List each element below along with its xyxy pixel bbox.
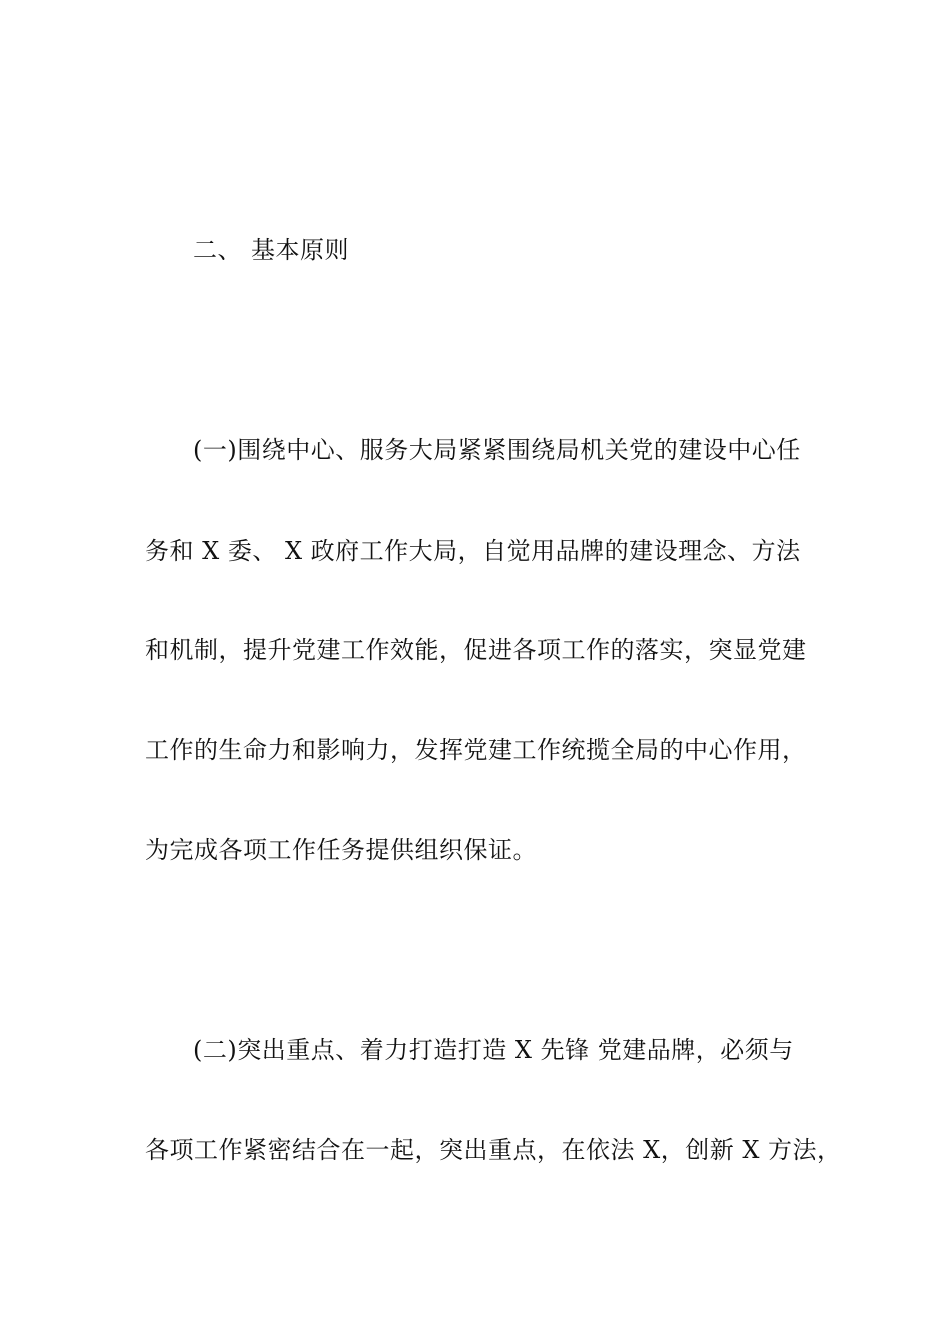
section-title: 基本原则 (251, 236, 349, 264)
paragraph-line: 工作的生命力和影响力，发挥党建工作统揽全局的中心作用， (145, 736, 807, 764)
paragraph-line: 为完成各项工作任务提供组织保证。 (145, 836, 537, 864)
section-heading (193, 234, 349, 266)
paragraph-line: 和机制，提升党建工作效能，促进各项工作的落实，突显党建 (145, 636, 807, 664)
paragraph-line: 各项工作紧密结合在一起，突出重点，在依法 X，创新 X 方法， (145, 1136, 842, 1164)
section-number: 二、 (193, 236, 242, 264)
paragraph-line: (一)围绕中心、服务大局紧紧围绕局机关党的建设中心任 (193, 436, 801, 464)
paragraph-line: (二)突出重点、着力打造打造 X 先锋 党建品牌，必须与 (193, 1036, 794, 1064)
paragraph-line: 务和 X 委、 X 政府工作大局，自觉用品牌的建设理念、方法 (145, 537, 801, 565)
